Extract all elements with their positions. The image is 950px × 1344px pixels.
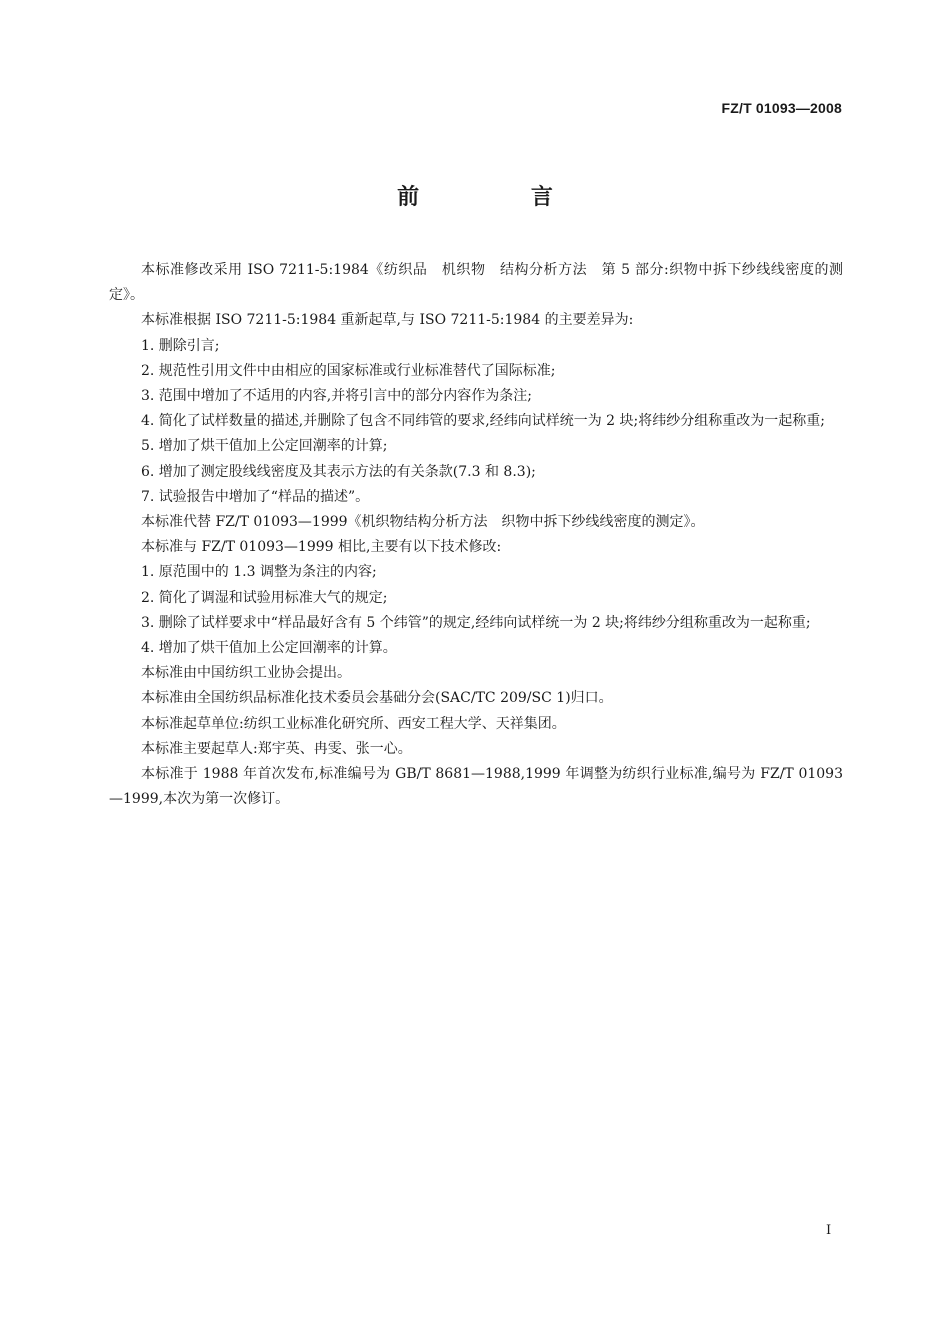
paragraph: 本标准根据 ISO 7211-5:1984 重新起草,与 ISO 7211-5:1984 的主要差异为: [141, 312, 634, 329]
list-item: 7. 试验报告中增加了“样品的描述”。 [141, 488, 370, 505]
list-item: 6. 增加了测定股线线密度及其表示方法的有关条款(7.3 和 8.3); [141, 463, 536, 480]
list-item: 4. 简化了试样数量的描述,并删除了包含不同纬管的要求,经纬向试样统一为 2 块;将纬纱分组称重改为一起称重; [141, 413, 825, 430]
page-number: I [826, 1223, 832, 1238]
paragraph: 本标准与 FZ/T 01093—1999 相比,主要有以下技术修改: [141, 539, 502, 556]
list-item: 2. 规范性引用文件中由相应的国家标准或行业标准替代了国际标准; [141, 362, 556, 379]
paragraph: 本标准由全国纺织品标准化技术委员会基础分会(SAC/TC 209/SC 1)归口。 [141, 690, 613, 707]
list-item: 4. 增加了烘干值加上公定回潮率的计算。 [141, 640, 397, 657]
paragraph: 本标准于 1988 年首次发布,标准编号为 GB/T 8681—1988,1999 年调整为纺织行业标准,编号为 FZ/T 01093—1999,本次为第一次修订。 [109, 766, 843, 808]
list-item: 3. 范围中增加了不适用的内容,并将引言中的部分内容作为条注; [141, 388, 532, 405]
list-item: 5. 增加了烘干值加上公定回潮率的计算; [141, 438, 388, 455]
list-item: 1. 删除引言; [141, 337, 220, 354]
list-item: 2. 简化了调湿和试验用标准大气的规定; [141, 589, 388, 606]
standard-code: FZ/T 01093—2008 [721, 100, 842, 116]
paragraph: 本标准由中国纺织工业协会提出。 [141, 665, 351, 682]
foreword-body [109, 258, 843, 812]
list-item: 3. 删除了试样要求中“样品最好含有 5 个纬管”的规定,经纬向试样统一为 2 块;将纬纱分组称重改为一起称重; [141, 614, 811, 631]
list-item: 1. 原范围中的 1.3 调整为条注的内容; [141, 564, 377, 581]
paragraph: 本标准起草单位:纺织工业标准化研究所、西安工程大学、天祥集团。 [141, 715, 566, 732]
paragraph: 本标准修改采用 ISO 7211-5:1984《纺织品 机织物 结构分析方法 第 5 部分:织物中拆下纱线线密度的测定》。 [109, 262, 843, 304]
paragraph: 本标准代替 FZ/T 01093—1999《机织物结构分析方法 织物中拆下纱线线密度的测定》。 [141, 514, 705, 531]
page-title: 前 言 [397, 185, 605, 210]
paragraph: 本标准主要起草人:郑宇英、冉雯、张一心。 [141, 740, 412, 757]
